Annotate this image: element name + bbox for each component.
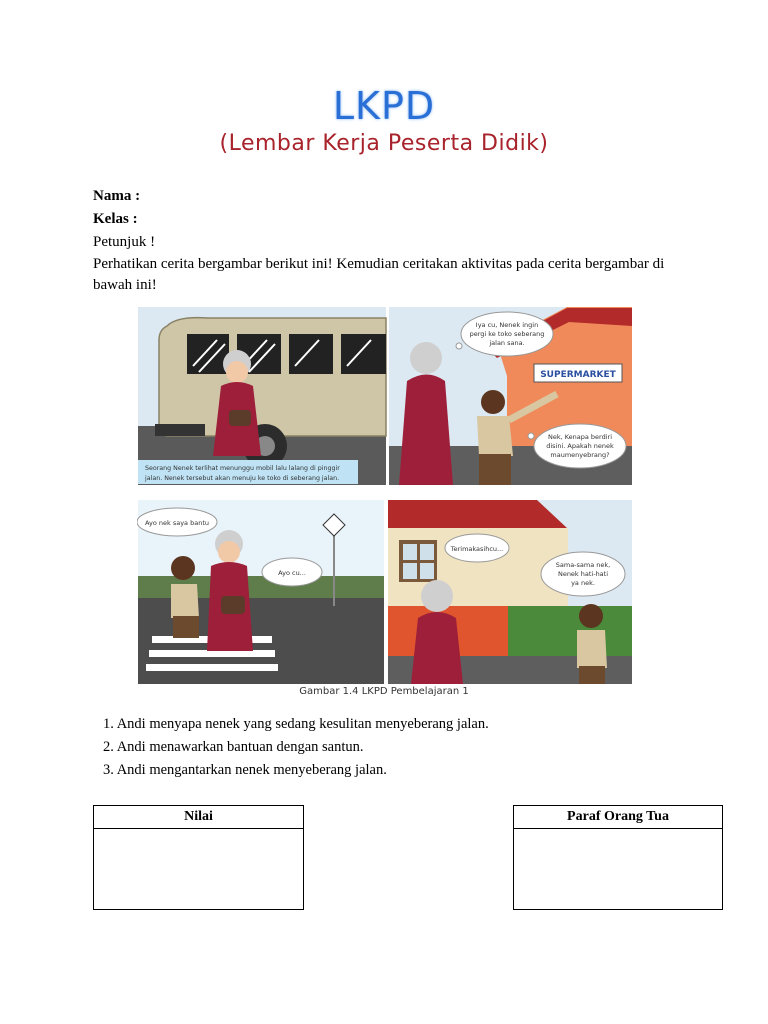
list-item: 1. Andi menyapa nenek yang sedang kesulitan menyeberang jalan.: [103, 716, 489, 732]
panel2-bubble-top-line-3: jalan sana.: [489, 339, 525, 347]
panel4-bubble-right-line-1: Sama-sama nek,: [555, 561, 611, 569]
class-label: Kelas :: [93, 211, 138, 227]
activity-list: [103, 713, 489, 782]
panel2-bubble-top-line-2: pergi ke toko seberang: [469, 330, 545, 338]
panel4-bubble-right-line-3: ya nek.: [571, 579, 595, 587]
panel3-bubble-left: Ayo nek saya bantu: [144, 519, 210, 527]
figure-caption: Gambar 1.4 LKPD Pembelajaran 1: [299, 686, 469, 697]
page-subtitle: (Lembar Kerja Peserta Didik): [219, 131, 549, 156]
panel4-bubble-right-line-2: Nenek hati-hati: [557, 570, 609, 578]
comic-panel-2: [389, 307, 632, 485]
panel4-bubble-left: Terimakasihcu...: [450, 545, 504, 553]
instructions-heading: Petunjuk !: [93, 234, 156, 250]
panel2-bubble-bottom-line-2: disini. Apakah nenek: [546, 442, 614, 450]
name-label: Nama :: [93, 188, 141, 204]
page-title: LKPD: [332, 84, 436, 128]
parent-signature-box: [513, 805, 723, 910]
list-item: 3. Andi mengantarkan nenek menyeberang jalan.: [103, 762, 387, 778]
panel1-caption-line-1: Seorang Nenek terlihat menunggu mobil lalu lalang di pinggir: [145, 465, 340, 472]
panel2-bubble-top-line-1: Iya cu, Nenek ingin: [475, 321, 539, 329]
list-item: 2. Andi menawarkan bantuan dengan santun.: [103, 739, 364, 755]
comic-illustration: [137, 306, 633, 686]
panel1-caption-line-2: jalan. Nenek tersebut akan menuju ke toko di seberang jalan.: [145, 475, 340, 482]
panel2-bubble-bottom-line-1: Nek, Kenapa berdiri: [547, 433, 613, 441]
supermarket-sign: SUPERMARKET: [540, 370, 616, 380]
panel3-bubble-right: Ayo cu...: [278, 569, 306, 577]
comic-panel-1: [138, 307, 386, 485]
instructions-text: Perhatikan cerita bergambar berikut ini! Kemudian ceritakan aktivitas pada cerita bergambar di bawah ini!: [93, 256, 665, 293]
comic-panel-3: [137, 500, 384, 684]
panel2-bubble-bottom-line-3: maumenyebrang?: [550, 451, 610, 459]
score-box-header: Nilai: [94, 806, 303, 829]
parent-signature-box-header: Paraf Orang Tua: [514, 806, 722, 829]
comic-panel-4: [388, 500, 632, 684]
score-box: [93, 805, 304, 910]
